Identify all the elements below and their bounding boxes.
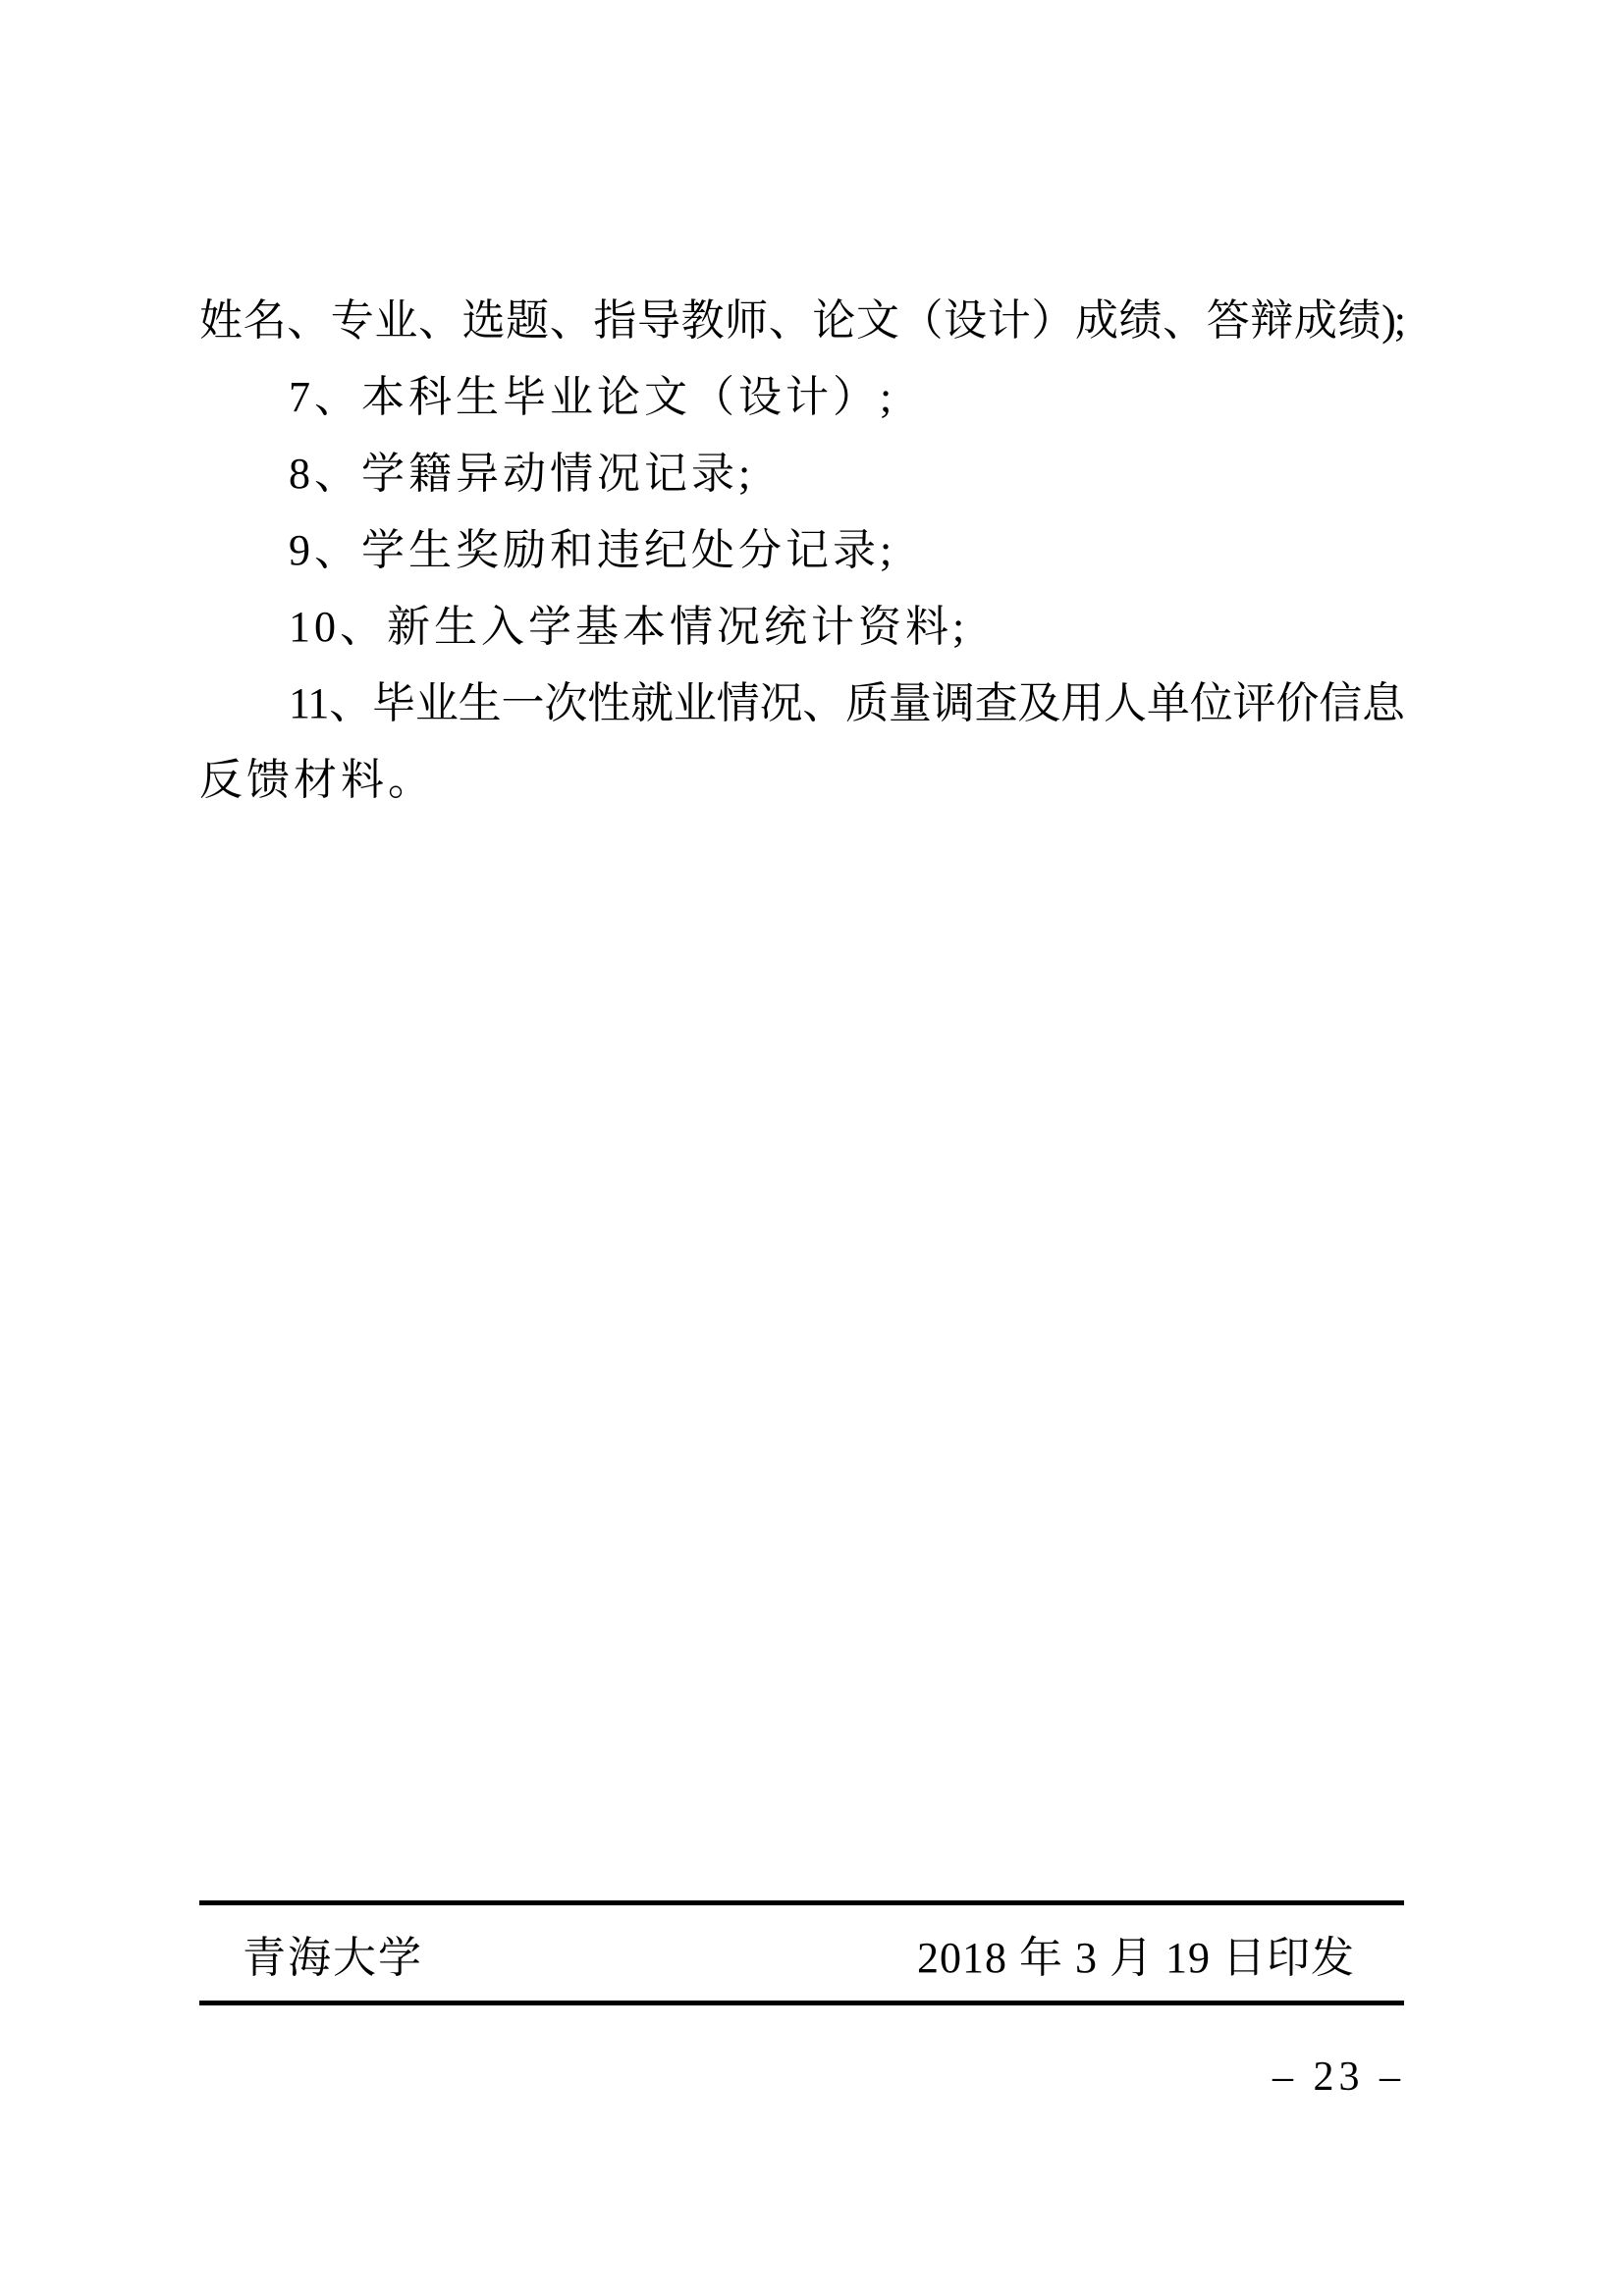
list-item-7: 7、本科生毕业论文（设计）; <box>289 373 896 421</box>
list-item-10: 10、新生入学基本情况统计资料; <box>289 603 969 651</box>
list-item-9: 9、学生奖励和违纪处分记录; <box>289 526 896 574</box>
list-item-11-line-2: 反馈材料。 <box>199 756 435 804</box>
list-item-11-line-1: 11、毕业生一次性就业情况、质量调查及用人单位评价信息 <box>289 679 1404 727</box>
document-body <box>199 283 1404 819</box>
body-line-continuation: 姓名、专业、选题、指导教师、论文（设计）成绩、答辩成绩); <box>199 296 1404 345</box>
page-number: – 23 – <box>1272 2055 1405 2100</box>
list-item-8: 8、学籍异动情况记录; <box>289 450 755 498</box>
footer-issue-row <box>199 1930 1404 1982</box>
issuing-organization: 青海大学 <box>243 1934 423 1982</box>
footer-top-rule <box>199 1900 1404 1905</box>
issue-date: 2018 年 3 月 19 日印发 <box>917 1934 1355 1982</box>
footer-bottom-rule <box>199 2001 1404 2005</box>
